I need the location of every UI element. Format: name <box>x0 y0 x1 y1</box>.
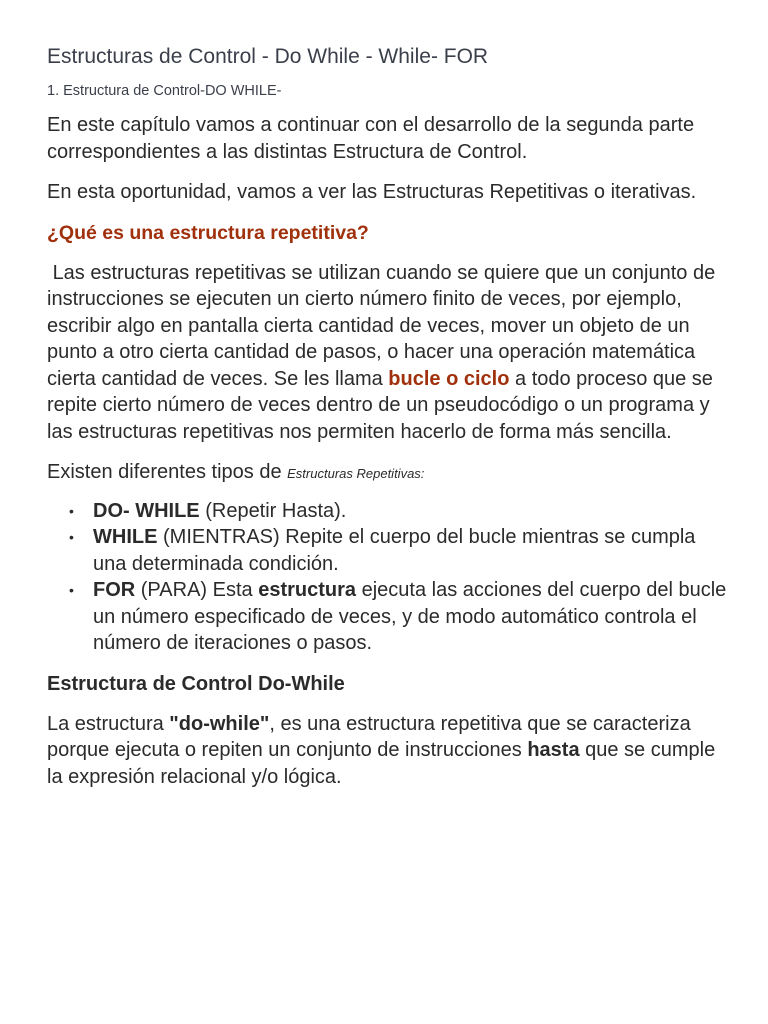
types-intro-small: Estructuras Repetitivas: <box>287 466 425 481</box>
dowhile-bold-1: "do-while" <box>169 712 270 735</box>
section-heading: 1. Estructura de Control-DO WHILE- <box>47 83 282 99</box>
dowhile-bold-2: hasta <box>527 739 580 761</box>
document-title: Estructuras de Control - Do While - While- FOR <box>47 45 489 68</box>
question-heading: ¿Qué es una estructura repetitiva? <box>47 221 369 244</box>
type-desc-a: (PARA) Esta <box>135 579 259 601</box>
type-desc-bold: estructura <box>258 579 357 601</box>
bullet-icon: • <box>69 502 74 519</box>
definition-text-1: Las estructuras repetitivas se utilizan cuando se quiere que un conjunto de instrucciones se ejecuten un cierto número finito de veces, por ejemplo, escribir algo en pantalla cierta cantidad de veces, mover un objeto de un punto a otro cierta cantidad de pasos, o hacer una operación matemática cierta cantidad de veces. Se les llama <box>47 261 721 390</box>
dowhile-paragraph <box>47 711 728 791</box>
type-desc: (Repetir Hasta). <box>199 499 347 522</box>
type-name: DO- WHILE <box>93 499 200 522</box>
dowhile-text-3: que se cumple la expresión relacional y/o lógica. <box>47 739 727 788</box>
loop-highlight: bucle o ciclo <box>388 367 510 390</box>
type-name: WHILE <box>93 526 158 548</box>
definition-text-2: a todo proceso que se repite cierto número de veces dentro de un pseudocódigo o un programa y las estructuras repetitivas nos permiten hacerlo de forma más sencilla. <box>47 367 719 443</box>
type-desc: (MIENTRAS) Repite el cuerpo del bucle mientras se cumpla una determinada condición. <box>93 526 696 575</box>
dowhile-text-2: , es una estructura repetitiva que se caracteriza porque ejecuta o repiten un conjunto de instrucciones <box>47 712 697 761</box>
list-item <box>69 524 728 577</box>
bullet-icon: • <box>69 529 74 545</box>
dowhile-text-1: La estructura <box>47 712 170 735</box>
list-item <box>69 498 728 525</box>
types-list <box>47 498 728 657</box>
dowhile-heading: Estructura de Control Do-While <box>47 672 345 695</box>
intro-paragraph-2: En esta oportunidad, vamos a ver las Estructuras Repetitivas o iterativas. <box>47 181 697 203</box>
types-intro-lead: Existen diferentes tipos de <box>47 461 288 483</box>
type-desc-b: ejecuta las acciones del cuerpo del bucle un número especificado de veces, y de modo automático controla el número de iteraciones o pasos. <box>93 579 727 654</box>
bullet-icon: • <box>69 582 74 598</box>
types-intro <box>47 459 728 488</box>
definition-paragraph <box>47 260 728 446</box>
intro-paragraph-1: En este capítulo vamos a continuar con el desarrollo de la segunda parte correspondientes a las distintas Estructura de Control. <box>47 114 695 163</box>
type-name: FOR <box>93 579 136 601</box>
list-item <box>69 577 728 657</box>
